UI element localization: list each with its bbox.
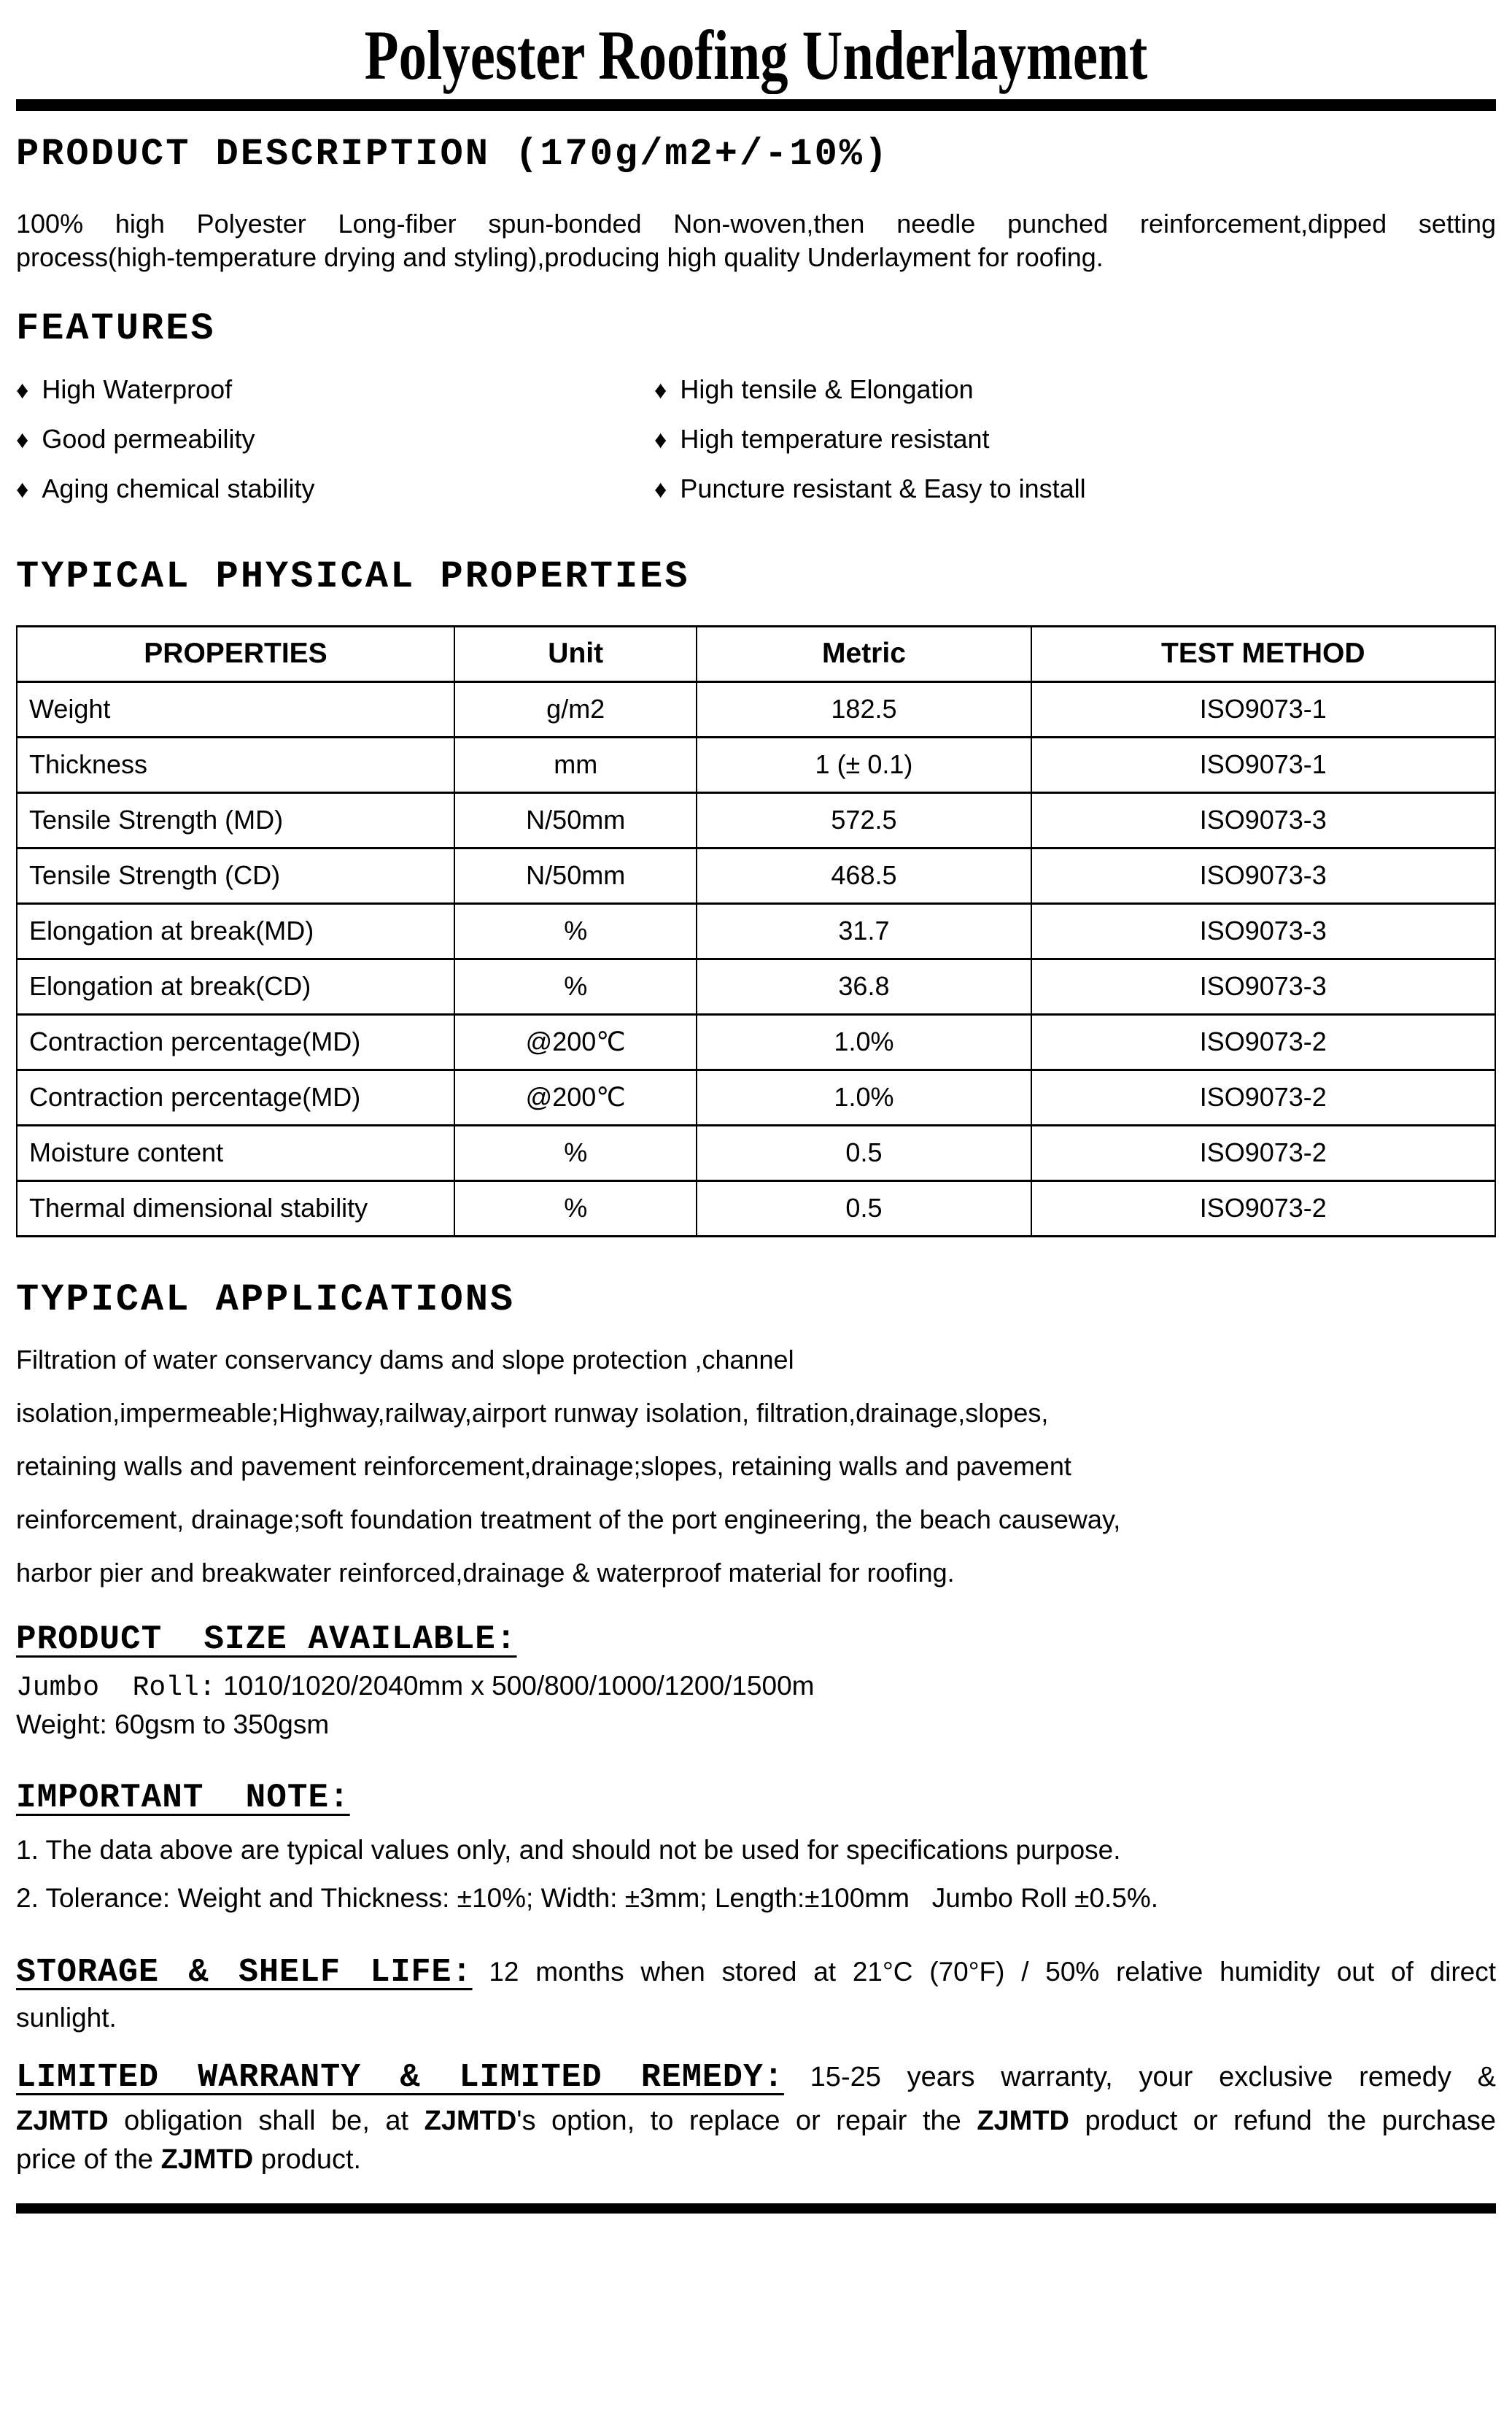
table-cell: 572.5 xyxy=(697,792,1031,848)
weight-range-line: Weight: 60gsm to 350gsm xyxy=(16,1709,330,1740)
warranty-heading: LIMITED WARRANTY & LIMITED REMEDY: xyxy=(16,2058,784,2096)
table-cell: Weight xyxy=(17,681,454,737)
product-description-paragraph xyxy=(16,207,1496,276)
feature-item xyxy=(16,374,654,405)
table-cell: Contraction percentage(MD) xyxy=(17,1070,454,1125)
warranty-text-segment: price of the xyxy=(16,2144,161,2176)
props-header-row xyxy=(17,626,1495,681)
table-cell: @200℃ xyxy=(454,1014,697,1070)
table-row xyxy=(17,681,1495,737)
table-cell: ISO9073-3 xyxy=(1031,903,1496,959)
table-cell: ISO9073-3 xyxy=(1031,792,1496,848)
table-cell: Thickness xyxy=(17,737,454,792)
table-cell: Thermal dimensional stability xyxy=(17,1180,454,1236)
table-cell: 182.5 xyxy=(697,681,1031,737)
storage-text: 12 months when stored at 21°C (70°F) / 50% relative humidity out of direct xyxy=(489,1956,1497,1987)
table-cell: 31.7 xyxy=(697,903,1031,959)
feature-label: High Waterproof xyxy=(42,374,233,405)
storage-text-continued: sunlight. xyxy=(16,2002,117,2033)
table-cell: Tensile Strength (MD) xyxy=(17,792,454,848)
column-header: Unit xyxy=(454,626,697,681)
application-line: retaining walls and pavement reinforcement,drainage;slopes, retaining walls and pavement xyxy=(16,1450,1071,1481)
table-row xyxy=(17,903,1495,959)
table-cell: @200℃ xyxy=(454,1070,697,1125)
table-cell: ISO9073-3 xyxy=(1031,848,1496,903)
diamond-bullet-icon: ♦ xyxy=(16,426,29,455)
warranty-text-segment: ZJMTD xyxy=(424,2105,517,2136)
props-tbody xyxy=(17,681,1495,1236)
warranty-text-segment: ZJMTD xyxy=(16,2105,109,2136)
table-cell: % xyxy=(454,1180,697,1236)
table-cell: mm xyxy=(454,737,697,792)
table-cell: 0.5 xyxy=(697,1125,1031,1180)
feature-item xyxy=(16,473,654,504)
warranty-line1 xyxy=(16,2058,1496,2098)
diamond-bullet-icon: ♦ xyxy=(16,476,29,504)
warranty-text-segment: ZJMTD xyxy=(160,2144,254,2176)
description-line: 100% high Polyester Long-fiber spun-bonded Non-woven,then needle punched reinforcement,dipped setting xyxy=(16,208,1496,239)
table-cell: Contraction percentage(MD) xyxy=(17,1014,454,1070)
storage-shelf-life-paragraph xyxy=(16,1953,1496,1992)
table-row xyxy=(17,1125,1495,1180)
diamond-bullet-icon: ♦ xyxy=(654,476,667,504)
feature-label: Aging chemical stability xyxy=(42,473,315,504)
column-header: TEST METHOD xyxy=(1031,626,1496,681)
table-cell: ISO9073-2 xyxy=(1031,1070,1496,1125)
table-cell: ISO9073-2 xyxy=(1031,1014,1496,1070)
application-line: isolation,impermeable;Highway,railway,airport runway isolation, filtration,drainage,slopes, xyxy=(16,1397,1049,1428)
feature-item xyxy=(654,374,1496,405)
feature-item xyxy=(654,424,1496,455)
table-row xyxy=(17,848,1495,903)
warranty-line2 xyxy=(16,2105,1496,2138)
table-row xyxy=(17,1070,1495,1125)
physical-properties-table xyxy=(16,625,1496,1237)
description-line: process(high-temperature drying and styling),producing high quality Underlayment for roofing. xyxy=(16,242,1104,273)
table-row xyxy=(17,737,1495,792)
application-line: harbor pier and breakwater reinforced,drainage & waterproof material for roofing. xyxy=(16,1558,955,1588)
warranty-text-segment: ZJMTD xyxy=(977,2105,1069,2136)
feature-item xyxy=(654,473,1496,504)
table-cell: % xyxy=(454,959,697,1014)
table-cell: 1 (± 0.1) xyxy=(697,737,1031,792)
table-cell: Elongation at break(CD) xyxy=(17,959,454,1014)
warranty-line3 xyxy=(16,2143,1496,2177)
jumbo-roll-label: Jumbo Roll: xyxy=(16,1671,216,1704)
jumbo-roll-value: 1010/1020/2040mm x 500/800/1000/1200/1500m xyxy=(222,1670,815,1701)
diamond-bullet-icon: ♦ xyxy=(654,426,667,455)
important-note-heading: IMPORTANT NOTE: xyxy=(16,1778,350,1817)
feature-item xyxy=(16,424,654,455)
important-notes xyxy=(16,1834,1496,1915)
warranty-text-segment: product. xyxy=(253,2144,362,2176)
product-description-heading: PRODUCT DESCRIPTION (170g/m2+/-10%) xyxy=(16,132,890,176)
warranty-text-segment: 's option, to replace or repair the xyxy=(516,2105,977,2136)
physical-properties-heading: TYPICAL PHYSICAL PROPERTIES xyxy=(16,555,690,599)
table-cell: % xyxy=(454,903,697,959)
top-divider-rule xyxy=(16,99,1496,111)
table-cell: N/50mm xyxy=(454,848,697,903)
column-header: PROPERTIES xyxy=(17,626,454,681)
table-cell: ISO9073-2 xyxy=(1031,1125,1496,1180)
table-cell: Tensile Strength (CD) xyxy=(17,848,454,903)
features-grid xyxy=(16,374,1496,504)
storage-shelf-life-heading: STORAGE & SHELF LIFE: xyxy=(16,1953,473,1991)
bottom-divider-rule xyxy=(16,2203,1496,2214)
application-line: reinforcement, drainage;soft foundation treatment of the port engineering, the beach causeway, xyxy=(16,1504,1121,1535)
table-row xyxy=(17,1014,1495,1070)
features-heading: FEATURES xyxy=(16,307,216,351)
table-cell: 0.5 xyxy=(697,1180,1031,1236)
table-cell: Moisture content xyxy=(17,1125,454,1180)
column-header: Metric xyxy=(697,626,1031,681)
feature-label: High temperature resistant xyxy=(680,424,990,455)
table-row xyxy=(17,1180,1495,1236)
warranty-text: 15-25 years warranty, your exclusive remedy & xyxy=(810,2061,1496,2092)
diamond-bullet-icon: ♦ xyxy=(16,376,29,405)
table-cell: 1.0% xyxy=(697,1014,1031,1070)
applications-paragraph xyxy=(16,1344,1496,1589)
note-line: 1. The data above are typical values only, and should not be used for specifications purpose. xyxy=(16,1834,1121,1865)
table-cell: N/50mm xyxy=(454,792,697,848)
feature-label: Puncture resistant & Easy to install xyxy=(680,473,1086,504)
table-cell: 1.0% xyxy=(697,1070,1031,1125)
diamond-bullet-icon: ♦ xyxy=(654,376,667,405)
table-cell: ISO9073-2 xyxy=(1031,1180,1496,1236)
table-cell: % xyxy=(454,1125,697,1180)
table-cell: ISO9073-1 xyxy=(1031,681,1496,737)
table-row xyxy=(17,959,1495,1014)
table-cell: g/m2 xyxy=(454,681,697,737)
table-cell: Elongation at break(MD) xyxy=(17,903,454,959)
table-row xyxy=(17,792,1495,848)
table-cell: 468.5 xyxy=(697,848,1031,903)
jumbo-roll-line xyxy=(16,1670,1496,1705)
product-size-heading: PRODUCT SIZE AVAILABLE: xyxy=(16,1620,517,1658)
table-cell: ISO9073-1 xyxy=(1031,737,1496,792)
warranty-text-segment: product or refund the purchase xyxy=(1069,2105,1497,2136)
feature-label: High tensile & Elongation xyxy=(680,374,974,405)
note-line: 2. Tolerance: Weight and Thickness: ±10%; Width: ±3mm; Length:±100mm Jumbo Roll ±0.5%. xyxy=(16,1883,1159,1914)
table-cell: 36.8 xyxy=(697,959,1031,1014)
warranty-text-segment: obligation shall be, at xyxy=(108,2105,424,2136)
feature-label: Good permeability xyxy=(42,424,255,455)
page-title: Polyester Roofing Underlayment xyxy=(364,16,1148,94)
application-line: Filtration of water conservancy dams and slope protection ,channel xyxy=(16,1344,794,1375)
applications-heading: TYPICAL APPLICATIONS xyxy=(16,1277,516,1321)
table-cell: ISO9073-3 xyxy=(1031,959,1496,1014)
